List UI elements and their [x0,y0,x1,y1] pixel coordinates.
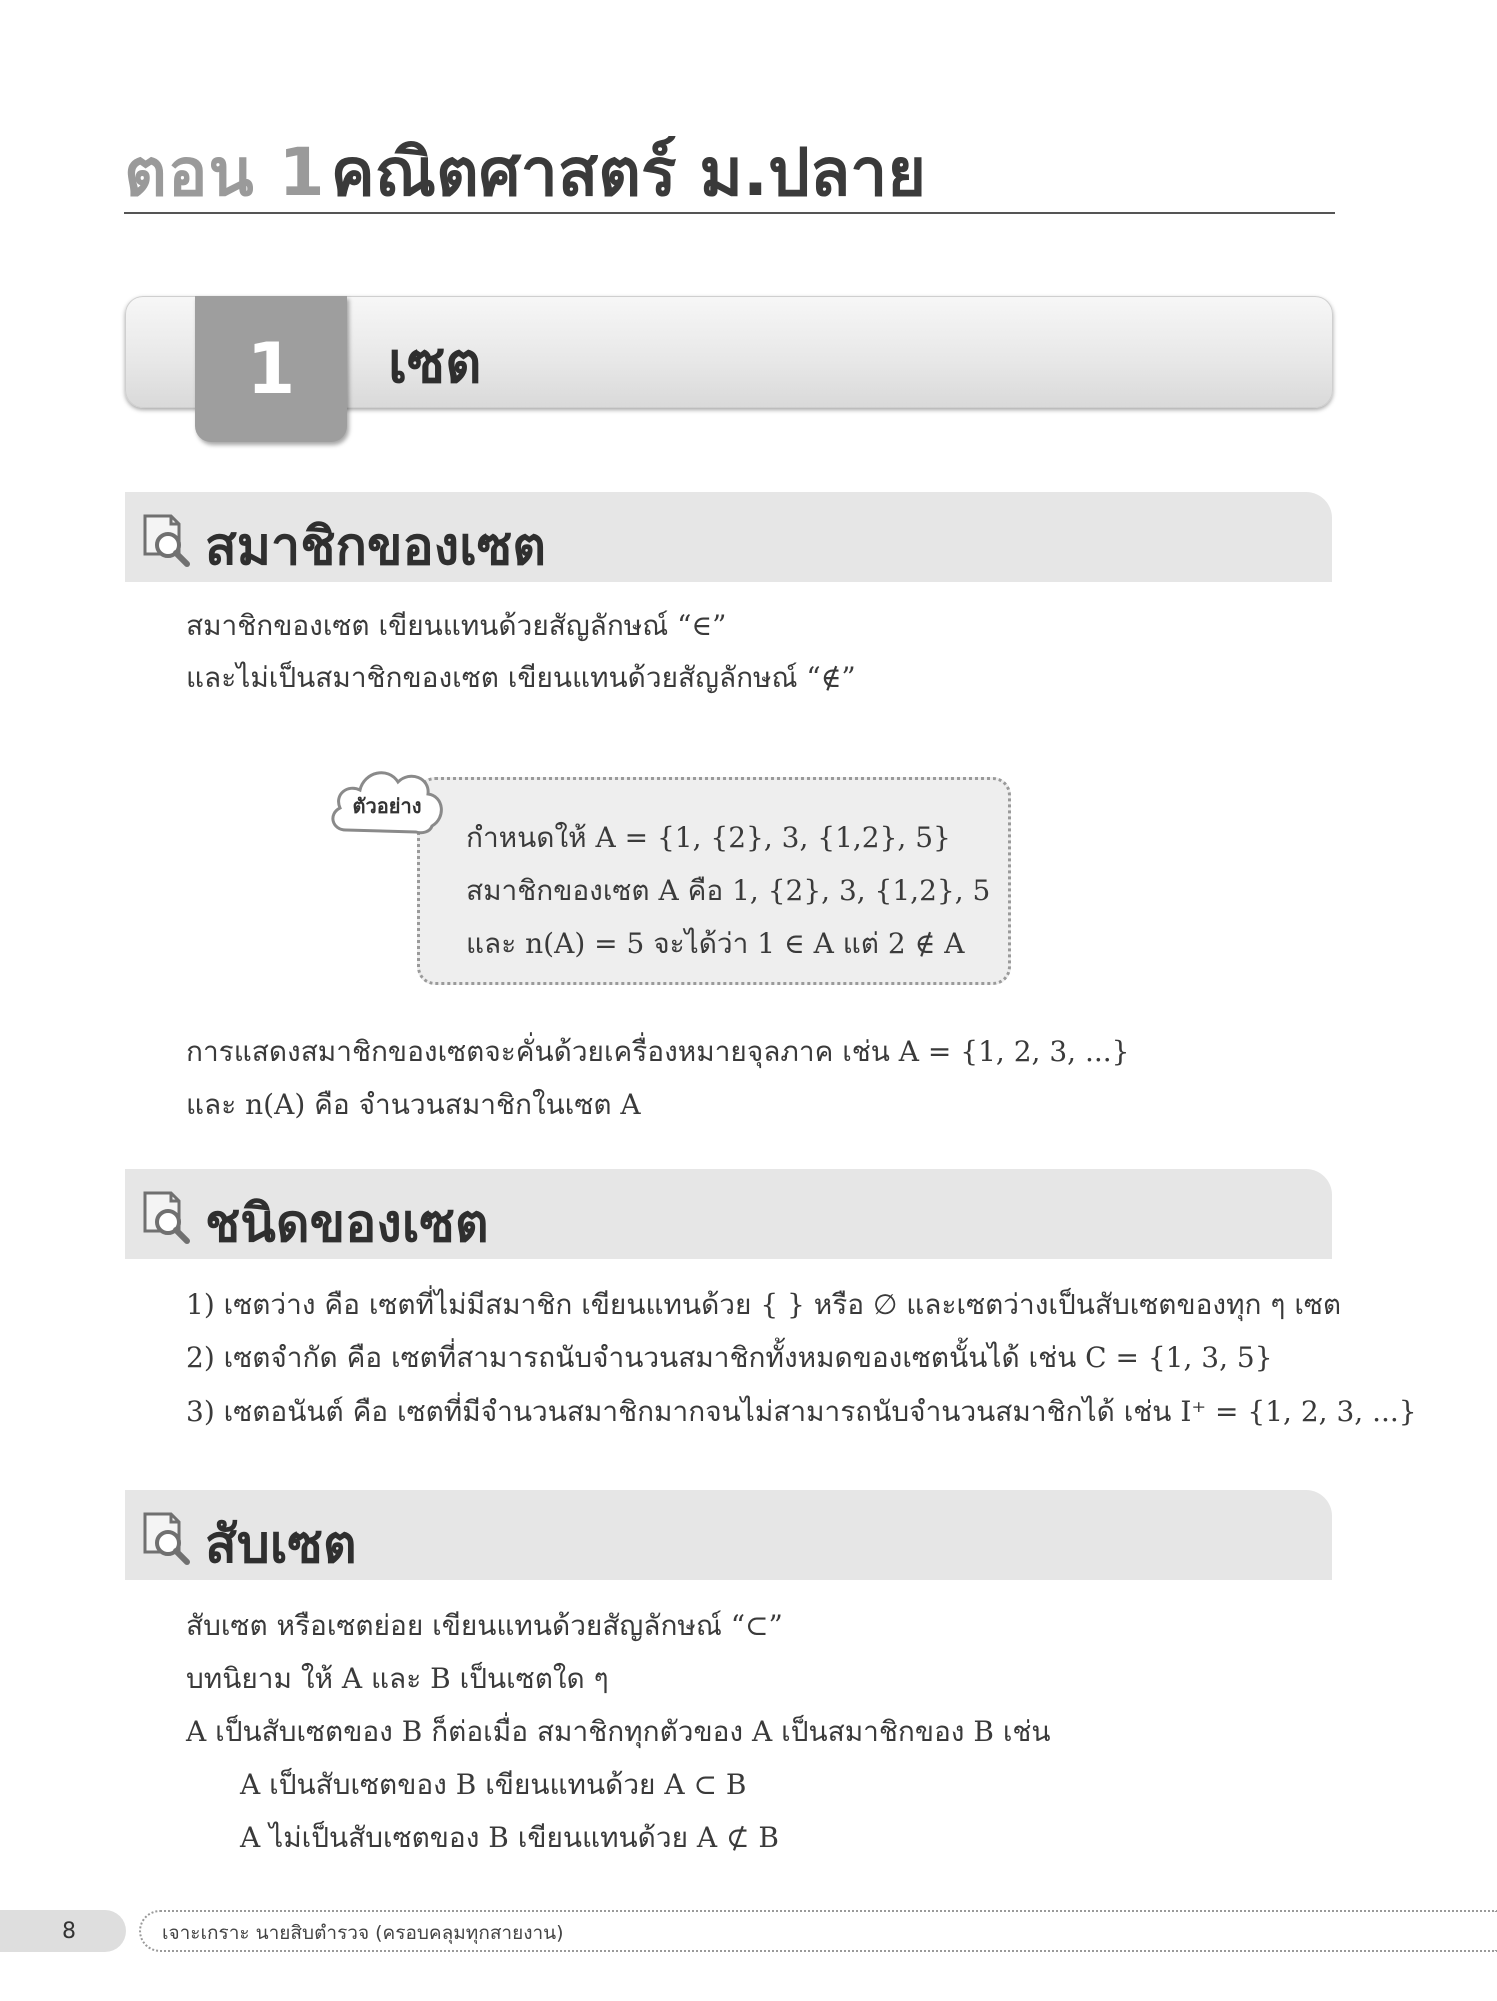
page-number: 8 [62,1918,76,1944]
example-line: สมาชิกของเซต A คือ 1, {2}, 3, {1,2}, 5 [466,874,991,907]
section-title: สับเซต [205,1515,357,1575]
book-title: เจาะเกราะ นายสิบตำรวจ (ครอบคลุมทุกสายงาน) [162,1922,564,1944]
chapter-title: เซต [388,331,482,396]
document-search-icon [137,510,195,568]
section-header-types [125,1169,1332,1259]
example-line: กำหนดให้ A = {1, {2}, 3, {1,2}, 5} [466,821,951,854]
section-title: ชนิดของเซต [205,1194,489,1254]
section-title: สมาชิกของเซต [205,517,546,577]
example-label: ตัวอย่าง [352,794,422,818]
section-header-members [125,492,1332,582]
example-line: และ n(A) = 5 จะได้ว่า 1 ∈ A แต่ 2 ∉ A [466,927,965,960]
page-number-tab [0,1910,126,1952]
part-label: ตอน 1 [124,134,326,211]
chapter-number-box [195,296,347,442]
header-divider [124,212,1335,214]
part-header [124,120,1334,210]
document-search-icon [137,1187,195,1245]
body-text: สมาชิกของเซต เขียนแทนด้วยสัญลักษณ์ “∈” [186,609,727,642]
body-text: และ n(A) คือ จำนวนสมาชิกในเซต A [186,1088,641,1121]
body-text: การแสดงสมาชิกของเซตจะคั่นด้วยเครื่องหมายจุลภาค เช่น A = {1, 2, 3, ...} [186,1035,1130,1068]
body-text: A ไม่เป็นสับเซตของ B เขียนแทนด้วย A ⊄ B [240,1821,779,1854]
part-title: คณิตศาสตร์ ม.ปลาย [330,134,927,211]
list-item: 3) เซตอนันต์ คือ เซตที่มีจำนวนสมาชิกมากจนไม่สามารถนับจำนวนสมาชิกได้ เช่น I⁺ = {1, 2, 3, ...} [186,1395,1417,1428]
document-search-icon [137,1508,195,1566]
body-text: A เป็นสับเซตของ B ก็ต่อเมื่อ สมาชิกทุกตัวของ A เป็นสมาชิกของ B เช่น [186,1715,1051,1748]
body-text: และไม่เป็นสมาชิกของเซต เขียนแทนด้วยสัญลักษณ์ “∉” [186,661,856,694]
list-item: 2) เซตจำกัด คือ เซตที่สามารถนับจำนวนสมาชิกทั้งหมดของเซตนั้นได้ เช่น C = {1, 3, 5} [186,1341,1273,1374]
body-text: บทนิยาม ให้ A และ B เป็นเซตใด ๆ [186,1662,609,1695]
section-header-subset [125,1490,1332,1580]
chapter-number: 1 [246,328,296,410]
body-text: A เป็นสับเซตของ B เขียนแทนด้วย A ⊂ B [240,1768,747,1801]
body-text: สับเซต หรือเซตย่อย เขียนแทนด้วยสัญลักษณ์ “⊂” [186,1609,783,1642]
list-item: 1) เซตว่าง คือ เซตที่ไม่มีสมาชิก เขียนแทนด้วย { } หรือ ∅ และเซตว่างเป็นสับเซตของทุก ๆ เซต [186,1288,1342,1321]
